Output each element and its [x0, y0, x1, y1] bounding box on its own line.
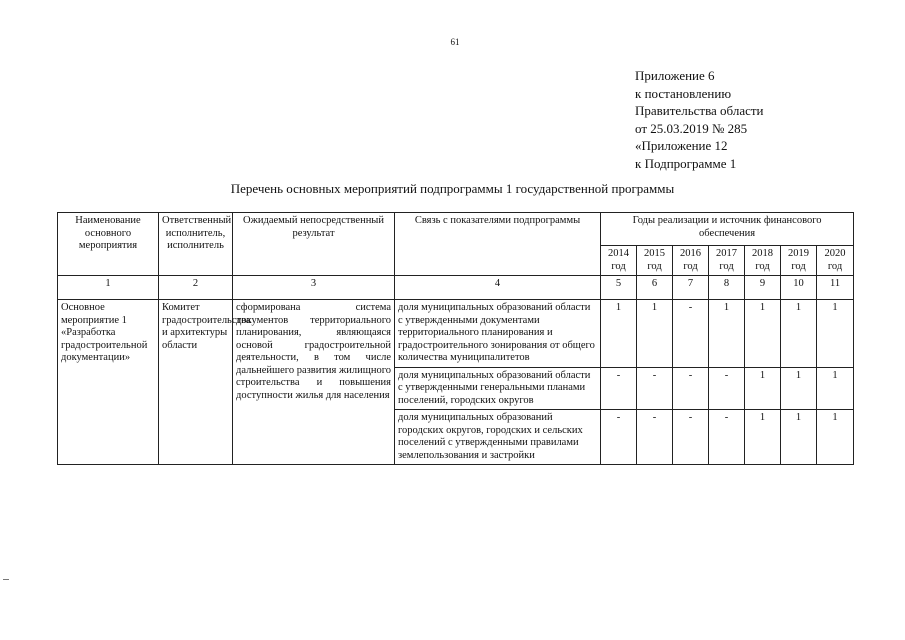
measure-result: сформирована система документов территориального планирования, являющаяся основой градостроительной деятельности, в том числе дальнейшего развития жилищного строительства и повышения доступности жилья для населения: [233, 300, 395, 465]
column-number: 11: [817, 276, 854, 300]
indicator-value: -: [673, 367, 709, 410]
column-number: 2: [159, 276, 233, 300]
appendix-block: [635, 67, 895, 172]
scan-edge-mark: [3, 579, 9, 580]
indicator-text: доля муниципальных образований области с утвержденными документами территориального планирования и градостроительного зонирования от общего количества муниципалитетов: [395, 300, 601, 368]
header-year: 2014 год: [601, 246, 637, 276]
header-name: Наименование основного мероприятия: [58, 213, 159, 276]
header-responsible: Ответственный исполнитель, исполнитель: [159, 213, 233, 276]
appendix-line: Приложение 6: [635, 68, 715, 83]
measure-name: Основное мероприятие 1 «Разработка градостроительной документации»: [58, 300, 159, 465]
indicator-value: 1: [745, 410, 781, 465]
indicator-value: -: [601, 410, 637, 465]
header-year: 2018 год: [745, 246, 781, 276]
header-year: 2017 год: [709, 246, 745, 276]
column-number: 10: [781, 276, 817, 300]
measure-responsible: Комитет градостроительства и архитектуры области: [159, 300, 233, 465]
column-number: 9: [745, 276, 781, 300]
header-year: 2015 год: [637, 246, 673, 276]
indicator-value: -: [673, 300, 709, 368]
header-link: Связь с показателями подпрограммы: [395, 213, 601, 276]
indicator-value: 1: [817, 300, 854, 368]
indicator-value: 1: [781, 410, 817, 465]
page-number: 61: [450, 37, 460, 47]
column-number: 7: [673, 276, 709, 300]
appendix-line: к постановлению: [635, 85, 732, 101]
measures-table: [57, 212, 854, 465]
column-number: 8: [709, 276, 745, 300]
table-row: [58, 300, 854, 368]
indicator-value: 1: [817, 410, 854, 465]
column-number: 4: [395, 276, 601, 300]
header-year: 2019 год: [781, 246, 817, 276]
header-result: Ожидаемый непосредственный результат: [233, 213, 395, 276]
indicator-text: доля муниципальных образований городских округов, городских и сельских поселений с утвержденными правилами землепользования и застройки: [395, 410, 601, 465]
indicator-value: -: [637, 367, 673, 410]
indicator-value: 1: [709, 300, 745, 368]
appendix-line: к Подпрограмме 1: [635, 155, 737, 171]
indicator-value: 1: [781, 300, 817, 368]
appendix-line: Правительства области: [635, 103, 764, 118]
indicator-text: доля муниципальных образований области с утвержденными генеральными планами поселений, городских округов: [395, 367, 601, 410]
column-number: 3: [233, 276, 395, 300]
document-title: Перечень основных мероприятий подпрограммы 1 государственной программы: [230, 181, 675, 196]
indicator-value: 1: [745, 300, 781, 368]
appendix-line: «Приложение 12: [635, 138, 728, 153]
indicator-value: -: [637, 410, 673, 465]
header-year: 2020 год: [817, 246, 854, 276]
column-number: 1: [58, 276, 159, 300]
table-header-row: [58, 213, 854, 246]
table-column-numbers-row: [58, 276, 854, 300]
indicator-value: -: [709, 367, 745, 410]
indicator-value: 1: [601, 300, 637, 368]
column-number: 6: [637, 276, 673, 300]
header-year: 2016 год: [673, 246, 709, 276]
indicator-value: -: [601, 367, 637, 410]
indicator-value: 1: [817, 367, 854, 410]
indicator-value: 1: [637, 300, 673, 368]
indicator-value: -: [673, 410, 709, 465]
indicator-value: 1: [745, 367, 781, 410]
column-number: 5: [601, 276, 637, 300]
appendix-line: от 25.03.2019 № 285: [635, 120, 748, 136]
indicator-value: 1: [781, 367, 817, 410]
indicator-value: -: [709, 410, 745, 465]
header-years-group: Годы реализации и источник финансового обеспечения: [601, 213, 854, 246]
